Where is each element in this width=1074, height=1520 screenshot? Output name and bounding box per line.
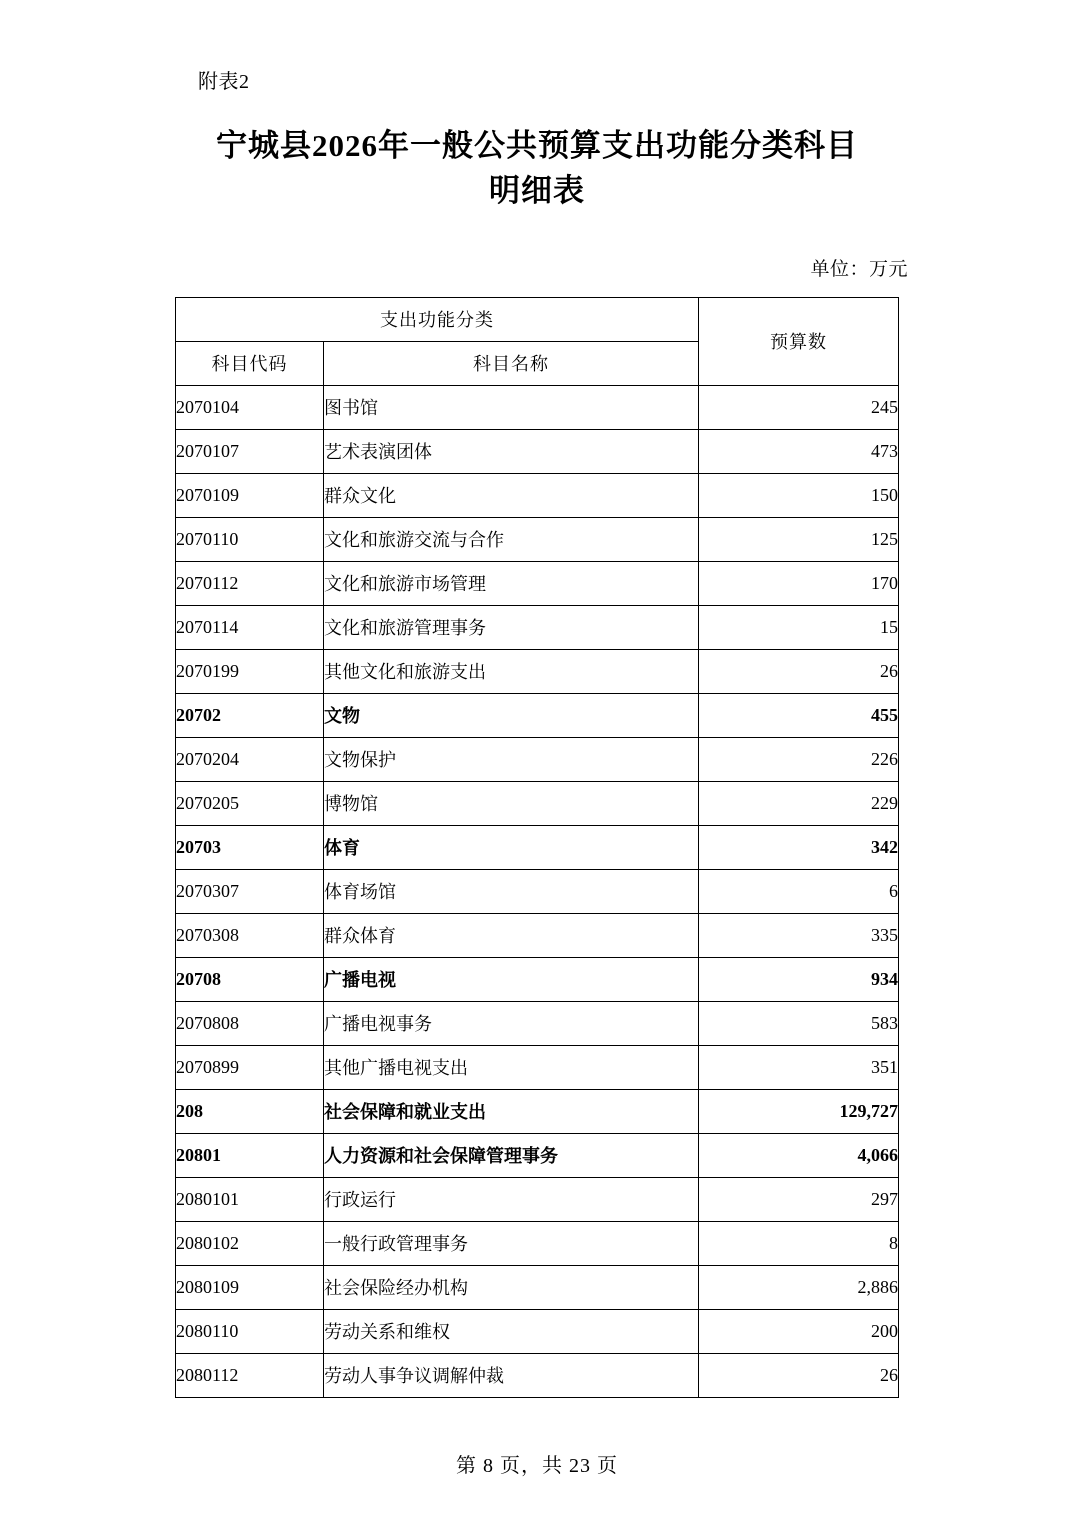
- footer-page-number: 8: [483, 1455, 494, 1477]
- row-subject-name: 劳动人事争议调解仲裁: [324, 1353, 699, 1397]
- row-subject-name: 文化和旅游管理事务: [324, 605, 699, 649]
- row-budget-amount: 8: [699, 1221, 899, 1265]
- row-budget-amount: 351: [699, 1045, 899, 1089]
- row-subject-name: 文物: [324, 693, 699, 737]
- table-header-row-1: [176, 297, 899, 341]
- row-budget-amount: 335: [699, 913, 899, 957]
- row-subject-code: 2070114: [176, 605, 324, 649]
- table-row: [176, 1133, 899, 1177]
- page-title-line1: 宁城县2026年一般公共预算支出功能分类科目: [216, 128, 858, 163]
- table-row: [176, 825, 899, 869]
- table-row: [176, 561, 899, 605]
- row-subject-code: 2070899: [176, 1045, 324, 1089]
- row-subject-code: 20703: [176, 825, 324, 869]
- table-row: [176, 649, 899, 693]
- row-subject-name: 图书馆: [324, 385, 699, 429]
- table-row: [176, 605, 899, 649]
- row-subject-code: 2070808: [176, 1001, 324, 1045]
- row-budget-amount: 226: [699, 737, 899, 781]
- row-subject-name: 广播电视: [324, 957, 699, 1001]
- row-subject-code: 2070308: [176, 913, 324, 957]
- row-subject-name: 群众体育: [324, 913, 699, 957]
- row-budget-amount: 170: [699, 561, 899, 605]
- row-budget-amount: 342: [699, 825, 899, 869]
- row-subject-name: 广播电视事务: [324, 1001, 699, 1045]
- table-row: [176, 1221, 899, 1265]
- table-row: [176, 737, 899, 781]
- row-budget-amount: 15: [699, 605, 899, 649]
- table-row: [176, 429, 899, 473]
- row-subject-name: 体育场馆: [324, 869, 699, 913]
- row-subject-code: 2070199: [176, 649, 324, 693]
- footer-prefix: 第: [456, 1455, 477, 1477]
- footer-total-pages: 23: [569, 1455, 591, 1477]
- row-subject-name: 人力资源和社会保障管理事务: [324, 1133, 699, 1177]
- row-subject-name: 劳动关系和维权: [324, 1309, 699, 1353]
- row-budget-amount: 125: [699, 517, 899, 561]
- row-budget-amount: 26: [699, 1353, 899, 1397]
- row-subject-name: 社会保障和就业支出: [324, 1089, 699, 1133]
- row-budget-amount: 455: [699, 693, 899, 737]
- table-row: [176, 869, 899, 913]
- table-body: [176, 385, 899, 1397]
- row-subject-code: 2070204: [176, 737, 324, 781]
- attachment-label: 附表2: [198, 71, 250, 93]
- row-subject-name: 其他广播电视支出: [324, 1045, 699, 1089]
- table-row: [176, 1045, 899, 1089]
- row-subject-code: 20708: [176, 957, 324, 1001]
- table-row: [176, 1001, 899, 1045]
- row-subject-name: 一般行政管理事务: [324, 1221, 699, 1265]
- row-budget-amount: 583: [699, 1001, 899, 1045]
- header-subject-name: 科目名称: [324, 341, 699, 385]
- table-row: [176, 957, 899, 1001]
- footer-middle: 页，共: [500, 1455, 563, 1477]
- row-subject-code: 208: [176, 1089, 324, 1133]
- page-title-line2: 明细表: [489, 172, 585, 208]
- row-subject-name: 艺术表演团体: [324, 429, 699, 473]
- row-subject-code: 20702: [176, 693, 324, 737]
- row-subject-code: 2080110: [176, 1309, 324, 1353]
- row-budget-amount: 150: [699, 473, 899, 517]
- row-subject-code: 2070307: [176, 869, 324, 913]
- row-subject-name: 文物保护: [324, 737, 699, 781]
- unit-note: 单位：万元: [810, 258, 908, 280]
- row-subject-code: 2070104: [176, 385, 324, 429]
- row-budget-amount: 6: [699, 869, 899, 913]
- row-budget-amount: 229: [699, 781, 899, 825]
- header-budget-amount: 预算数: [699, 297, 899, 385]
- row-subject-name: 群众文化: [324, 473, 699, 517]
- row-budget-amount: 2,886: [699, 1265, 899, 1309]
- table-row: [176, 517, 899, 561]
- row-budget-amount: 297: [699, 1177, 899, 1221]
- row-budget-amount: 129,727: [699, 1089, 899, 1133]
- row-subject-code: 2070112: [176, 561, 324, 605]
- table-row: [176, 1177, 899, 1221]
- row-subject-name: 行政运行: [324, 1177, 699, 1221]
- row-subject-name: 体育: [324, 825, 699, 869]
- row-budget-amount: 245: [699, 385, 899, 429]
- header-subject-code: 科目代码: [176, 341, 324, 385]
- row-subject-code: 2070109: [176, 473, 324, 517]
- row-subject-code: 2070110: [176, 517, 324, 561]
- page-title: [160, 124, 914, 214]
- row-budget-amount: 4,066: [699, 1133, 899, 1177]
- table-row: [176, 913, 899, 957]
- table-row: [176, 1265, 899, 1309]
- row-budget-amount: 26: [699, 649, 899, 693]
- page-footer: [0, 1449, 1074, 1478]
- row-subject-name: 博物馆: [324, 781, 699, 825]
- row-subject-code: 2080109: [176, 1265, 324, 1309]
- row-budget-amount: 934: [699, 957, 899, 1001]
- row-subject-code: 2080112: [176, 1353, 324, 1397]
- footer-suffix: 页: [597, 1455, 618, 1477]
- table-row: [176, 1309, 899, 1353]
- row-subject-code: 2070107: [176, 429, 324, 473]
- table-header: [176, 297, 899, 385]
- table-row: [176, 1089, 899, 1133]
- header-expenditure-classification: 支出功能分类: [176, 297, 699, 341]
- row-budget-amount: 473: [699, 429, 899, 473]
- table-row: [176, 693, 899, 737]
- row-subject-name: 其他文化和旅游支出: [324, 649, 699, 693]
- budget-table: [175, 297, 899, 1398]
- row-subject-name: 文化和旅游市场管理: [324, 561, 699, 605]
- row-subject-code: 2080102: [176, 1221, 324, 1265]
- table-row: [176, 1353, 899, 1397]
- row-subject-name: 文化和旅游交流与合作: [324, 517, 699, 561]
- table-row: [176, 781, 899, 825]
- row-budget-amount: 200: [699, 1309, 899, 1353]
- row-subject-code: 20801: [176, 1133, 324, 1177]
- row-subject-name: 社会保险经办机构: [324, 1265, 699, 1309]
- table-row: [176, 473, 899, 517]
- row-subject-code: 2080101: [176, 1177, 324, 1221]
- table-row: [176, 385, 899, 429]
- row-subject-code: 2070205: [176, 781, 324, 825]
